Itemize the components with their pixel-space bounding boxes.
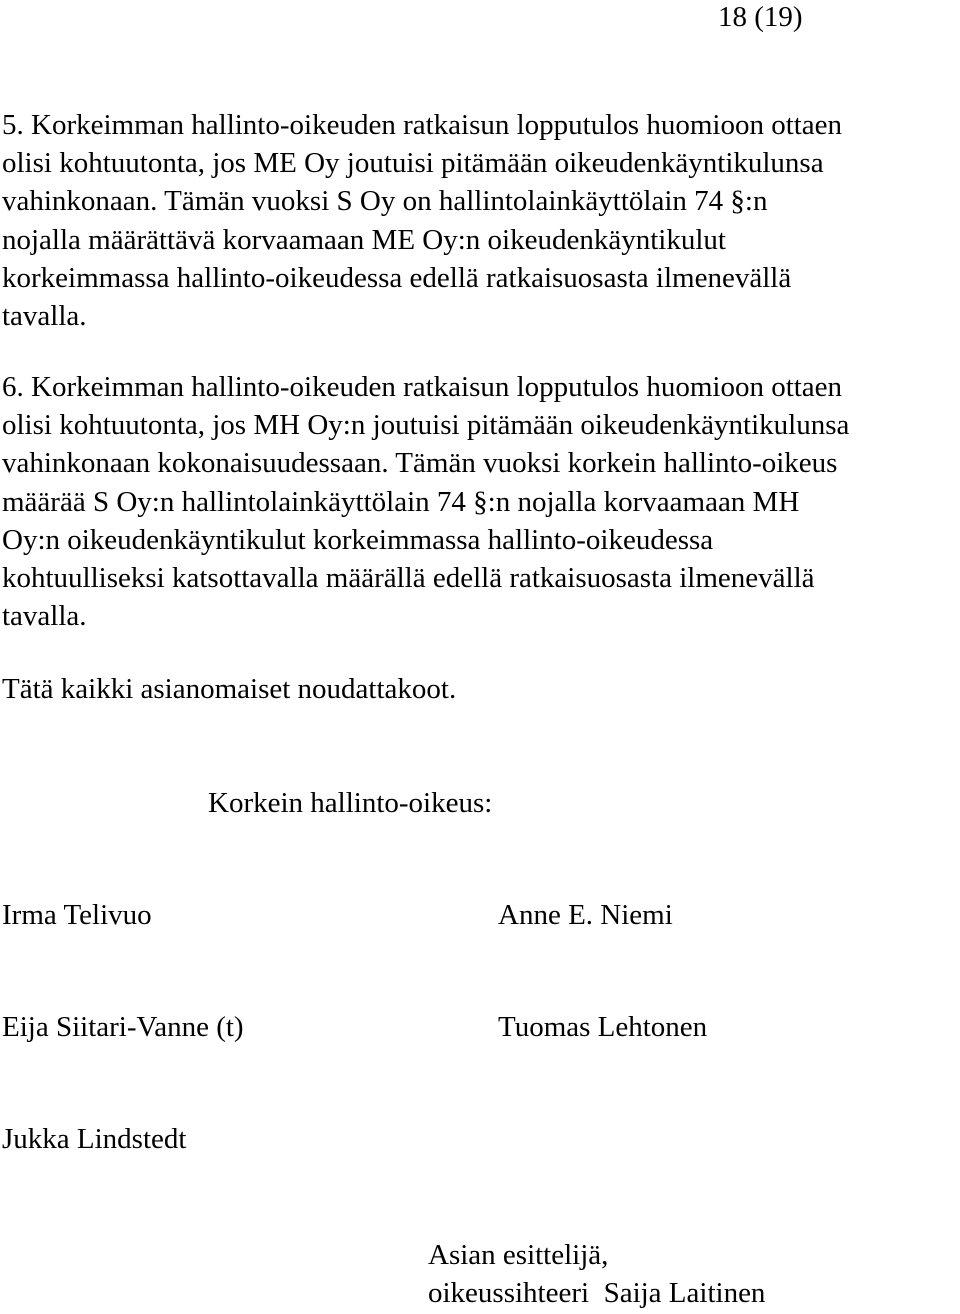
signatory-name: Eija Siitari-Vanne (t) bbox=[2, 1011, 244, 1043]
paragraph-line: 6. Korkeimman hallinto-oikeuden ratkaisun lopputulos huomioon ottaen bbox=[2, 371, 843, 403]
paragraph-line: kohtuulliseksi katsottavalla määrällä edellä ratkaisuosasta ilmenevällä bbox=[2, 561, 815, 594]
signatory-name: Tuomas Lehtonen bbox=[498, 1011, 708, 1043]
referendary-block bbox=[428, 1236, 765, 1312]
referendary-name: oikeussihteeri Saija Laitinen bbox=[428, 1277, 766, 1309]
paragraph-5 bbox=[2, 106, 960, 335]
paragraph-line: vahinkonaan kokonaisuudessaan. Tämän vuoksi korkein hallinto-oikeus bbox=[2, 447, 838, 480]
referendary-title: Asian esittelijä, bbox=[428, 1239, 609, 1271]
paragraph-line: nojalla määrättävä korvaamaan ME Oy:n oikeudenkäyntikulut bbox=[2, 223, 726, 256]
paragraph-6 bbox=[2, 368, 960, 635]
closing-statement: Tätä kaikki asianomaiset noudattakoot. bbox=[2, 673, 457, 705]
paragraph-line: vahinkonaan. Tämän vuoksi S Oy on hallintolainkäyttölain 74 §:n bbox=[2, 185, 768, 218]
signatory-name: Anne E. Niemi bbox=[498, 899, 673, 931]
paragraph-line: olisi kohtuutonta, jos ME Oy joutuisi pitämään oikeudenkäyntikulunsa bbox=[2, 147, 824, 180]
paragraph-line: tavalla. bbox=[2, 299, 87, 332]
signatory-name: Irma Telivuo bbox=[2, 899, 152, 931]
court-label: Korkein hallinto-oikeus: bbox=[208, 787, 493, 819]
paragraph-line: tavalla. bbox=[2, 600, 87, 633]
paragraph-line: Oy:n oikeudenkäyntikulut korkeimmassa hallinto-oikeudessa bbox=[2, 523, 714, 556]
signatory-name: Jukka Lindstedt bbox=[2, 1123, 187, 1155]
paragraph-line: korkeimmassa hallinto-oikeudessa edellä ratkaisuosasta ilmenevällä bbox=[2, 261, 792, 294]
paragraph-line: 5. Korkeimman hallinto-oikeuden ratkaisun lopputulos huomioon ottaen bbox=[2, 109, 843, 141]
page-number: 18 (19) bbox=[718, 1, 803, 33]
paragraph-line: määrää S Oy:n hallintolainkäyttölain 74 §:n nojalla korvaamaan MH bbox=[2, 485, 800, 518]
paragraph-line: olisi kohtuutonta, jos MH Oy:n joutuisi pitämään oikeudenkäyntikulunsa bbox=[2, 409, 850, 442]
